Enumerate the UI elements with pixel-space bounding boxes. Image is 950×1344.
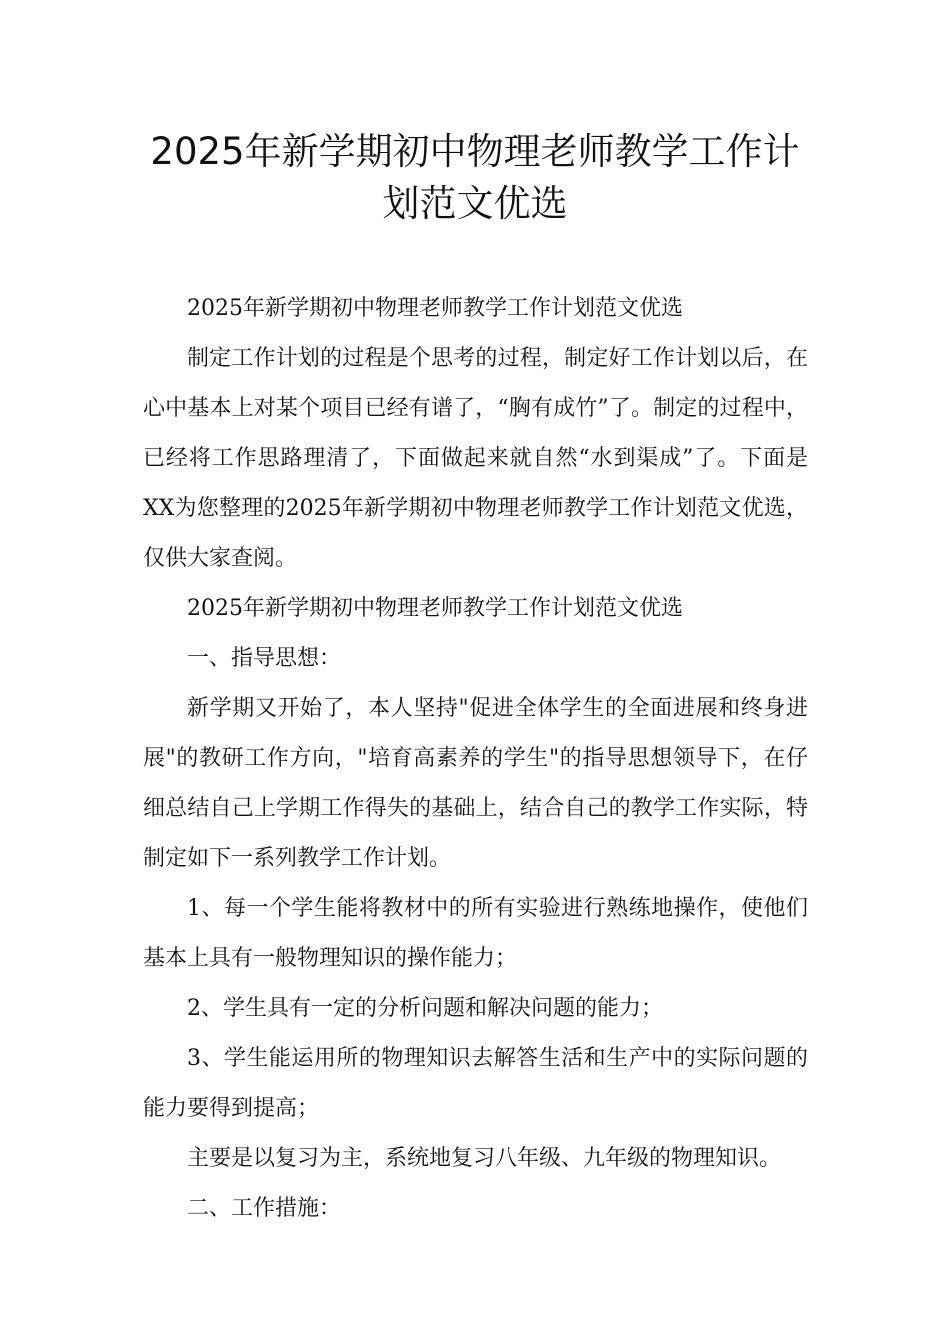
section-heading-measures: 二、工作措施： bbox=[187, 1196, 342, 1221]
document-title-line-1: 2025年新学期初中物理老师教学工作计 bbox=[150, 130, 800, 173]
review-focus-paragraph: 主要是以复习为主，系统地复习八年级、九年级的物理知识。 bbox=[187, 1146, 782, 1171]
document-title-line-2: 划范文优选 bbox=[382, 182, 568, 225]
document-body bbox=[143, 284, 808, 1234]
document-title bbox=[120, 126, 830, 230]
goal-item-1: 1、每一个学生能将教材中的所有实验进行熟练地操作，使他们基本上具有一般物理知识的操作能力； bbox=[143, 896, 808, 971]
guiding-thought-paragraph: 新学期又开始了，本人坚持"促进全体学生的全面进展和终身进展"的教研工作方向，"培育高素养的学生"的指导思想领导下，在仔细总结自己上学期工作得失的基础上，结合自己的教学工作实际，特制定如下一系列教学工作计划。 bbox=[143, 696, 808, 871]
goal-item-3: 3、学生能运用所的物理知识去解答生活和生产中的实际问题的能力要得到提高； bbox=[143, 1046, 808, 1121]
goal-item-2: 2、学生具有一定的分析问题和解决问题的能力； bbox=[187, 996, 663, 1021]
subtitle-paragraph: 2025年新学期初中物理老师教学工作计划范文优选 bbox=[187, 296, 683, 321]
section-heading-guiding-thought: 一、指导思想： bbox=[187, 646, 342, 671]
intro-paragraph: 制定工作计划的过程是个思考的过程，制定好工作计划以后，在心中基本上对某个项目已经有谱了，“胸有成竹”了。制定的过程中，已经将工作思路理清了，下面做起来就自然“水到渠成”了。下面是XX为您整理的2025年新学期初中物理老师教学工作计划范文优选，仅供大家查阅。 bbox=[143, 346, 808, 571]
repeated-title-paragraph: 2025年新学期初中物理老师教学工作计划范文优选 bbox=[187, 596, 683, 621]
